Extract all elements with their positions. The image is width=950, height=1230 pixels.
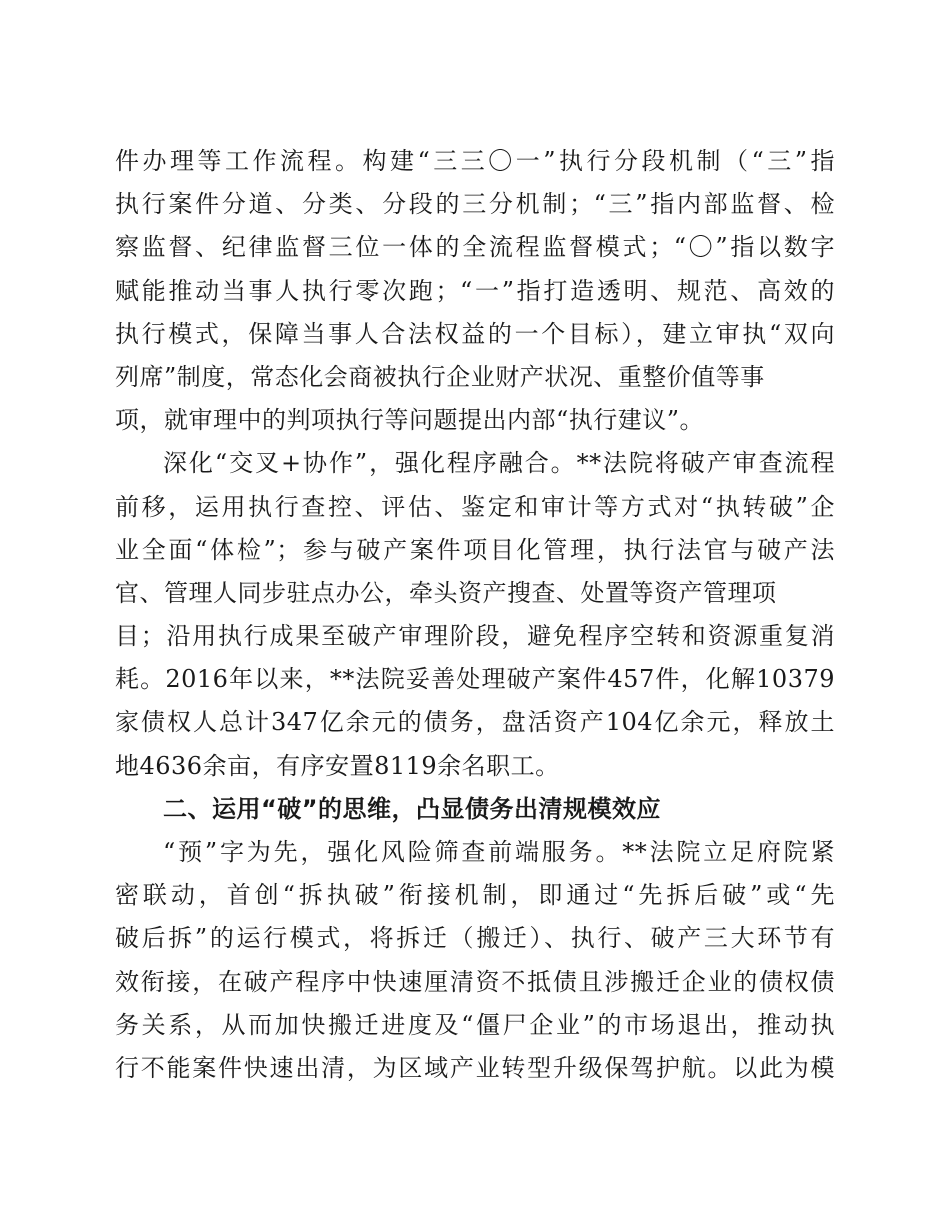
text-line: 执行案件分道、分类、分段的三分机制；“三”指内部监督、检: [115, 190, 835, 219]
paragraph-first-line: 深化“交叉+协作”，强化程序融合。**法院将破产审查流程: [163, 449, 835, 478]
text-line: 破后拆”的运行模式，将拆迁（搬迁）、执行、破产三大环节有: [115, 924, 835, 953]
text-line: 效衔接，在破产程序中快速厘清资不抵债且涉搬迁企业的债权债: [115, 967, 835, 996]
text-line: 官、管理人同步驻点办公，牵头资产搜查、处置等资产管理项: [115, 578, 777, 607]
text-line: 察监督、纪律监督三位一体的全流程监督模式；“〇”指以数字: [115, 233, 835, 262]
text-line: 地4636余亩，有序安置8119余名职工。: [115, 751, 560, 780]
text-line: 前移，运用执行查控、评估、鉴定和审计等方式对“执转破”企: [115, 492, 835, 521]
text-line: 行不能案件快速出清，为区域产业转型升级保驾护航。以此为模: [115, 1053, 835, 1082]
text-line: 耗。2016年以来，**法院妥善处理破产案件457件，化解10379: [115, 665, 835, 694]
text-line: 业全面“体检”；参与破产案件项目化管理，执行法官与破产法: [115, 535, 835, 564]
text-line: 执行模式，保障当事人合法权益的一个目标），建立审执“双向: [115, 319, 835, 348]
text-line: 列席”制度，常态化会商被执行企业财产状况、重整价值等事: [115, 362, 765, 391]
text-line: 家债权人总计347亿余元的债务，盘活资产104亿余元，释放土: [115, 708, 835, 737]
text-line: 密联动，首创“拆执破”衔接机制，即通过“先拆后破”或“先: [115, 881, 835, 910]
text-line: 务关系，从而加快搬迁进度及“僵尸企业”的市场退出，推动执: [115, 1010, 835, 1039]
body-text: [115, 140, 835, 1090]
paragraph-first-line: “预”字为先，强化风险筛查前端服务。**法院立足府院紧: [163, 838, 835, 866]
section-heading: 二、运用“破”的思维，凸显债务出清规模效应: [163, 794, 662, 823]
text-line: 赋能推动当事人执行零次跑；“一”指打造透明、规范、高效的: [115, 276, 835, 305]
text-line: 目；沿用执行成果至破产审理阶段，避免程序空转和资源重复消: [115, 622, 835, 651]
text-line: 件办理等工作流程。构建“三三〇一”执行分段机制（“三”指: [115, 147, 835, 175]
text-line: 项，就审理中的判项执行等问题提出内部“执行建议”。: [115, 406, 705, 435]
